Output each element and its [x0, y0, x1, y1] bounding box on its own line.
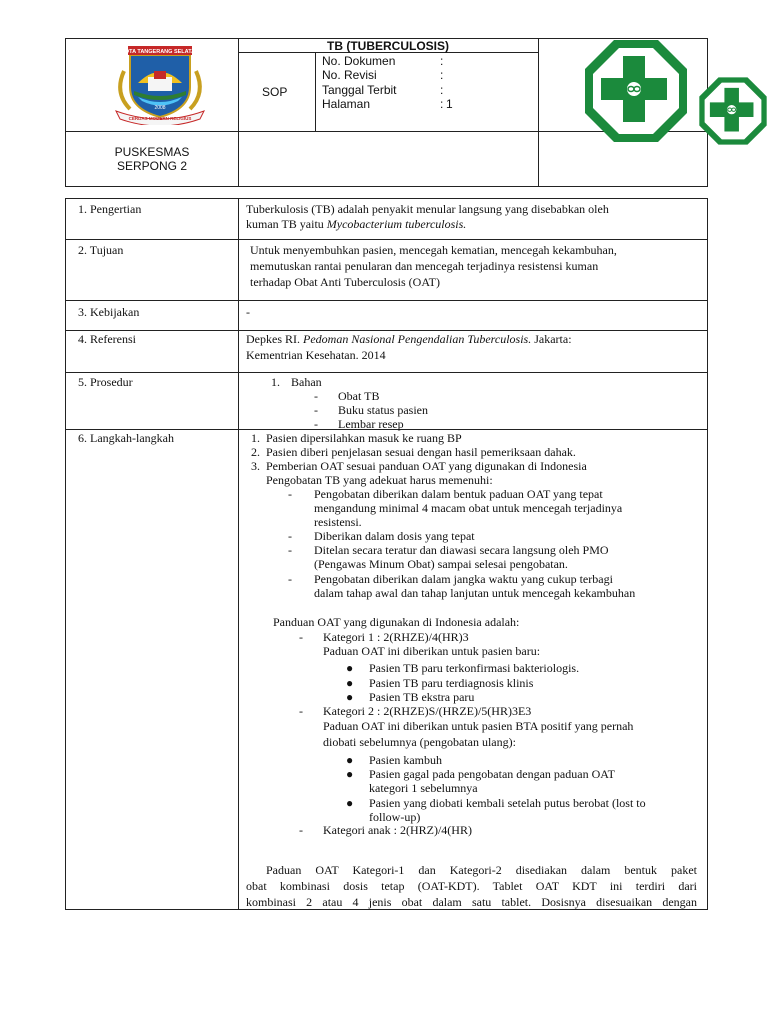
logo-banner-text: KOTA TANGERANG SELATAN	[120, 49, 200, 55]
sop-label: SOP	[262, 85, 288, 99]
kategori-2-item: follow-up)	[369, 810, 421, 824]
kategori-1-item: Pasien TB ekstra paru	[369, 690, 475, 704]
pengertian-line	[246, 217, 466, 232]
prosedur-number: 1.	[271, 375, 280, 389]
closing-paragraph-line: kombinasi 2 atau 4 jenis obat dalam satu tablet. Dosisnya disesuaikan dengan	[246, 895, 697, 909]
field-tanggal-terbit	[322, 83, 444, 97]
pengertian-text: kuman TB yaitu	[246, 217, 327, 231]
adequate-item: mengandung minimal 4 macam obat untuk mencegah terjadinya	[314, 501, 623, 515]
org-line-1: PUSKESMAS	[114, 145, 190, 159]
dash-bullet: -	[288, 529, 292, 543]
referensi-title: Pedoman Nasional Pengendalian Tuberculosis.	[303, 332, 532, 346]
kategori-1-item: Pasien TB paru terdiagnosis klinis	[369, 676, 534, 690]
adequate-item: Diberikan dalam dosis yang tepat	[314, 529, 475, 543]
kategori-1-item: Pasien TB paru terkonfirmasi bakteriologis.	[369, 661, 580, 675]
dot-bullet: ●	[346, 661, 354, 675]
puskesmas-logo-icon	[583, 38, 689, 144]
dot-bullet: ●	[346, 767, 354, 781]
panduan-heading: Panduan OAT yang digunakan di Indonesia adalah:	[273, 615, 520, 629]
kategori-anak: Kategori anak : 2(HRZ)/4(HR)	[323, 823, 472, 837]
step-text: Pemberian OAT sesuai panduan OAT yang digunakan di Indonesia	[266, 459, 587, 473]
prosedur-item: Obat TB	[338, 389, 380, 403]
document-title: TB (TUBERCULOSIS)	[327, 39, 449, 53]
kebijakan-value: -	[246, 305, 250, 319]
table-row-divider	[66, 372, 707, 373]
prosedur-heading: Bahan	[291, 375, 322, 389]
pengertian-species: Mycobacterium tuberculosis.	[326, 217, 467, 231]
field-label: Halaman	[322, 97, 371, 111]
header-divider	[238, 39, 239, 186]
table-row-divider	[66, 330, 707, 331]
row-label-tujuan: 2. Tujuan	[78, 243, 124, 257]
prosedur-item: Buku status pasien	[338, 403, 428, 417]
row-label-pengertian: 1. Pengertian	[78, 202, 142, 216]
adequate-item: dalam tahap awal dan tahap lanjutan untuk mencegah kekambuhan	[314, 586, 636, 600]
dash-bullet: -	[314, 389, 318, 403]
referensi-line: Kementrian Kesehatan. 2014	[246, 348, 386, 362]
dash-bullet: -	[299, 823, 303, 837]
kategori-2-item: Pasien kambuh	[369, 753, 442, 767]
row-label-kebijakan: 3. Kebijakan	[78, 305, 140, 319]
row-label-prosedur: 5. Prosedur	[78, 375, 133, 389]
adequate-item: Ditelan secara teratur dan diawasi secara langsung oleh PMO	[314, 543, 609, 557]
dash-bullet: -	[314, 417, 318, 431]
dash-bullet: -	[314, 403, 318, 417]
adequate-heading: Pengobatan TB yang adekuat harus memenuhi:	[266, 473, 493, 487]
dash-bullet: -	[299, 704, 303, 718]
step-number: 3.	[251, 459, 260, 473]
kategori-2-desc: Paduan OAT ini diberikan untuk pasien BTA positif yang pernah	[323, 719, 634, 733]
kategori-2-item: kategori 1 sebelumnya	[369, 781, 478, 795]
step-number: 2.	[251, 445, 260, 459]
step-text: Pasien diberi penjelasan sesuai dengan hasil pemeriksaan dahak.	[266, 445, 576, 459]
kategori-2-item: Pasien yang diobati kembali setelah putus berobat (lost to	[369, 796, 646, 810]
closing-paragraph-line: obat kombinasi dosis tetap (OAT-KDT). Tablet OAT KDT ini terdiri dari	[246, 879, 697, 893]
logo-ribbon-text: CERDAS MODERN RELIGIUS	[128, 116, 192, 121]
dot-bullet: ●	[346, 796, 354, 810]
dash-bullet: -	[288, 572, 292, 586]
adequate-item: resistensi.	[314, 515, 362, 529]
header-divider	[315, 52, 316, 131]
referensi-author: Depkes RI.	[246, 332, 303, 346]
kategori-2-item: Pasien gagal pada pengobatan dengan paduan OAT	[369, 767, 615, 781]
tujuan-line: Untuk menyembuhkan pasien, mencegah kematian, mencegah kekambuhan,	[250, 243, 617, 257]
field-sep: :	[440, 83, 444, 97]
field-sep: :	[440, 54, 444, 68]
field-value: 1	[446, 97, 453, 111]
puskesmas-logo-small-icon	[698, 76, 768, 146]
table-row-divider	[66, 300, 707, 301]
adequate-item: Pengobatan diberikan dalam jangka waktu yang cukup terbagi	[314, 572, 613, 586]
step-number: 1.	[251, 431, 260, 445]
row-label-langkah: 6. Langkah-langkah	[78, 431, 174, 445]
org-line-2: SERPONG 2	[116, 159, 188, 173]
field-sep: :	[440, 68, 444, 82]
referensi-line	[246, 332, 572, 347]
dot-bullet: ●	[346, 753, 354, 767]
kategori-2-title: Kategori 2 : 2(RHZE)S/(HRZE)/5(HR)3E3	[323, 704, 532, 718]
dot-bullet: ●	[346, 690, 354, 704]
field-sep: :	[440, 97, 444, 111]
dash-bullet: -	[288, 487, 292, 501]
field-no-dokumen	[322, 54, 444, 68]
city-emblem-logo	[108, 43, 212, 125]
kategori-1-desc: Paduan OAT ini diberikan untuk pasien baru:	[323, 644, 541, 658]
logo-year-text: 2008	[154, 105, 166, 111]
field-halaman	[322, 97, 453, 111]
tujuan-line: memutuskan rantai penularan dan mencegah terjadinya resistensi kuman	[250, 259, 599, 273]
field-label: No. Revisi	[322, 68, 377, 82]
kategori-1-title: Kategori 1 : 2(RHZE)/4(HR)3	[323, 630, 469, 644]
tujuan-line: terhadap Obat Anti Tuberculosis (OAT)	[250, 275, 440, 289]
pengertian-line: Tuberkulosis (TB) adalah penyakit menular langsung yang disebabkan oleh	[246, 202, 609, 216]
referensi-place: Jakarta:	[531, 332, 572, 346]
table-column-divider	[238, 199, 239, 909]
step-text: Pasien dipersilahkan masuk ke ruang BP	[266, 431, 462, 445]
dot-bullet: ●	[346, 676, 354, 690]
adequate-item: (Pengawas Minum Obat) sampai selesai pengobatan.	[314, 557, 568, 571]
header-divider	[538, 39, 539, 186]
prosedur-item: Lembar resep	[338, 417, 404, 431]
kategori-2-desc: diobati sebelumnya (pengobatan ulang):	[323, 735, 516, 749]
table-row-divider	[66, 239, 707, 240]
adequate-item: Pengobatan diberikan dalam bentuk paduan OAT yang tepat	[314, 487, 603, 501]
dash-bullet: -	[288, 543, 292, 557]
sop-table	[65, 198, 708, 910]
field-label: No. Dokumen	[322, 54, 396, 68]
field-label: Tanggal Terbit	[322, 83, 397, 97]
row-label-referensi: 4. Referensi	[78, 332, 136, 346]
dash-bullet: -	[299, 630, 303, 644]
org-name	[66, 145, 238, 173]
field-no-revisi	[322, 68, 444, 82]
closing-paragraph-line: Paduan OAT Kategori-1 dan Kategori-2 disediakan dalam bentuk paket	[266, 863, 697, 877]
